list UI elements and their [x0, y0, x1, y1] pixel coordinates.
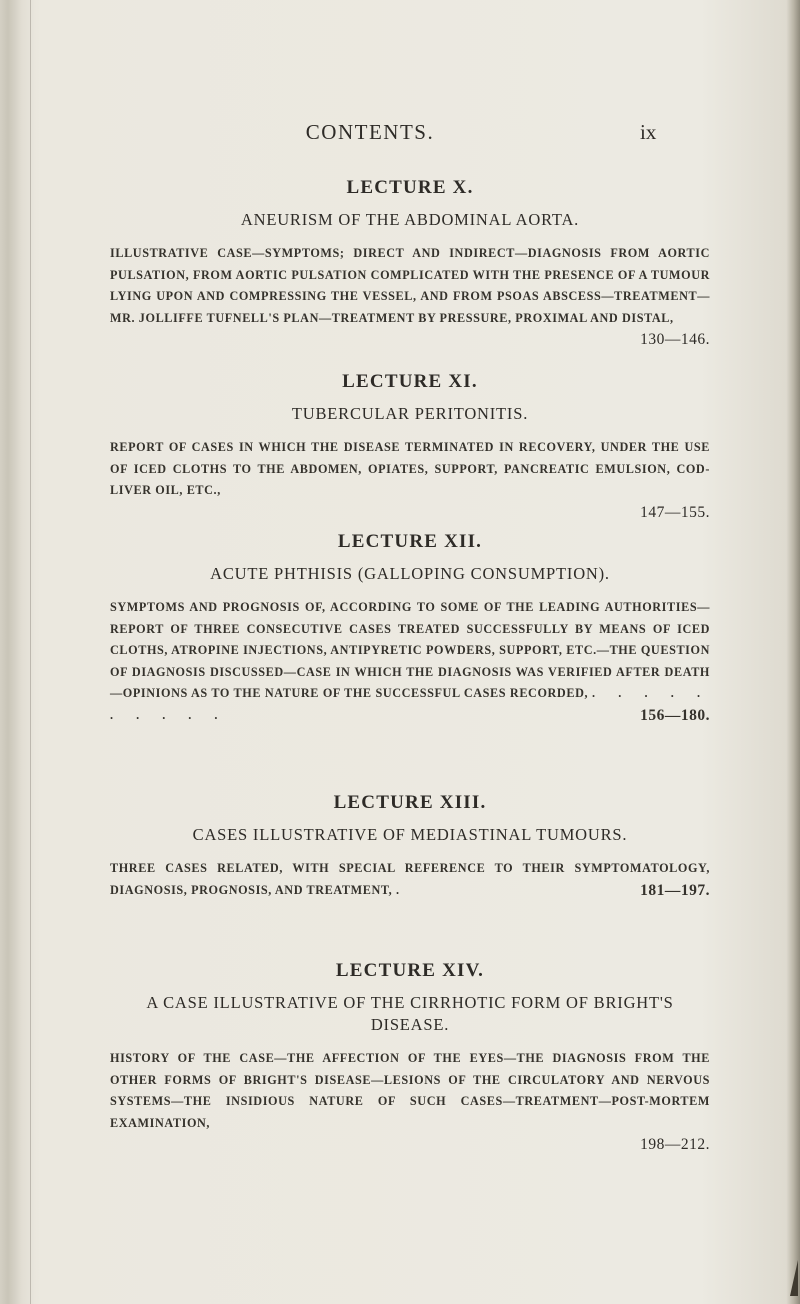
dot-leader: .	[395, 882, 410, 897]
lecture-summary: REPORT OF CASES IN WHICH THE DISEASE TERMINATED IN RECOVERY, UNDER THE USE OF ICED CLOTHS TO THE ABDOMEN, OPIATES, SUPPORT, PANCREATIC EMULSION, COD-LIVER OIL, ETC.,	[110, 440, 710, 497]
page-range: 147—155.	[640, 503, 710, 521]
lecture-heading: LECTURE XI.	[342, 371, 478, 392]
lecture-title: ANEURISM OF THE ABDOMINAL AORTA.	[240, 210, 580, 229]
lecture-heading: LECTURE XIV.	[335, 960, 485, 981]
lecture-entry	[110, 371, 710, 522]
lecture-title: TUBERCULAR PERITONITIS.	[291, 404, 529, 423]
lecture-entry	[110, 960, 710, 1154]
page-range: 156—180.	[640, 706, 710, 724]
lecture-summary	[110, 597, 710, 726]
lecture-title: A CASE ILLUSTRATIVE OF THE CIRRHOTIC FORM OF BRIGHT'S DISEASE.	[146, 993, 674, 1034]
lecture-heading: LECTURE X.	[346, 177, 474, 198]
lecture-entry	[110, 531, 710, 726]
page-range: 130—146.	[640, 331, 710, 348]
dot-leader: . . . . . . . . . .	[110, 686, 711, 722]
lecture-summary: ILLUSTRATIVE CASE—SYMPTOMS; DIRECT AND INDIRECT—DIAGNOSIS FROM AORTIC PULSATION, FROM AORTIC PULSATION COMPLICATED WITH THE PRESENCE OF A TUMOUR LYING UPON AND COMPRESSING THE VESSEL, AND FROM PSOAS ABSCESS—TREATMENT—MR. JOLLIFFE TUFNELL'S PLAN—TREATMENT BY PRESSURE, PROXIMAL AND DISTAL,	[110, 246, 710, 325]
page-edge	[786, 0, 800, 1304]
lecture-summary: HISTORY OF THE CASE—THE AFFECTION OF THE EYES—THE DIAGNOSIS FROM THE OTHER FORMS OF BRIGHT'S DISEASE—LESIONS OF THE CIRCULATORY AND NERVOUS SYSTEMS—THE INSIDIOUS NATURE OF SUCH CASES—TREATMENT—POST-MORTEM EXAMINATION,	[110, 1051, 710, 1130]
summary-text: SYMPTOMS AND PROGNOSIS OF, ACCORDING TO SOME OF THE LEADING AUTHORITIES—REPORT OF THREE CONSECUTIVE CASES TREATED SUCCESSFULLY BY MEANS OF ICED CLOTHS, ATROPINE INJECTIONS, ANTIPYRETIC POWDERS, SUPPORT, ETC.—THE QUESTION OF DIAGNOSIS DISCUSSED—CASE IN WHICH THE DIAGNOSIS WAS VERIFIED AFTER DEATH—OPINIONS AS TO THE NATURE OF THE SUCCESSFUL CASES RECORDED,	[110, 600, 710, 700]
lecture-summary	[110, 858, 710, 901]
page-corner-mark	[790, 1260, 798, 1296]
running-title: CONTENTS.	[305, 120, 435, 144]
running-header	[0, 120, 800, 150]
summary-text: THREE CASES RELATED, WITH SPECIAL REFERENCE TO THEIR SYMPTOMATOLOGY, DIAGNOSIS, PROGNOSIS, AND TREATMENT,	[110, 861, 710, 897]
lecture-entry	[110, 177, 710, 349]
lecture-heading: LECTURE XII.	[337, 531, 483, 552]
lecture-heading: LECTURE XIII.	[333, 792, 487, 813]
page-range: 181—197.	[640, 881, 710, 899]
page-range: 198—212.	[640, 1136, 710, 1153]
lecture-entry	[110, 792, 710, 901]
gutter-line	[30, 0, 31, 1304]
lecture-title: CASES ILLUSTRATIVE OF MEDIASTINAL TUMOURS.	[192, 825, 628, 844]
lecture-title: ACUTE PHTHISIS (GALLOPING CONSUMPTION).	[210, 564, 610, 583]
page-gutter	[0, 0, 34, 1304]
page-number: ix	[640, 120, 657, 144]
